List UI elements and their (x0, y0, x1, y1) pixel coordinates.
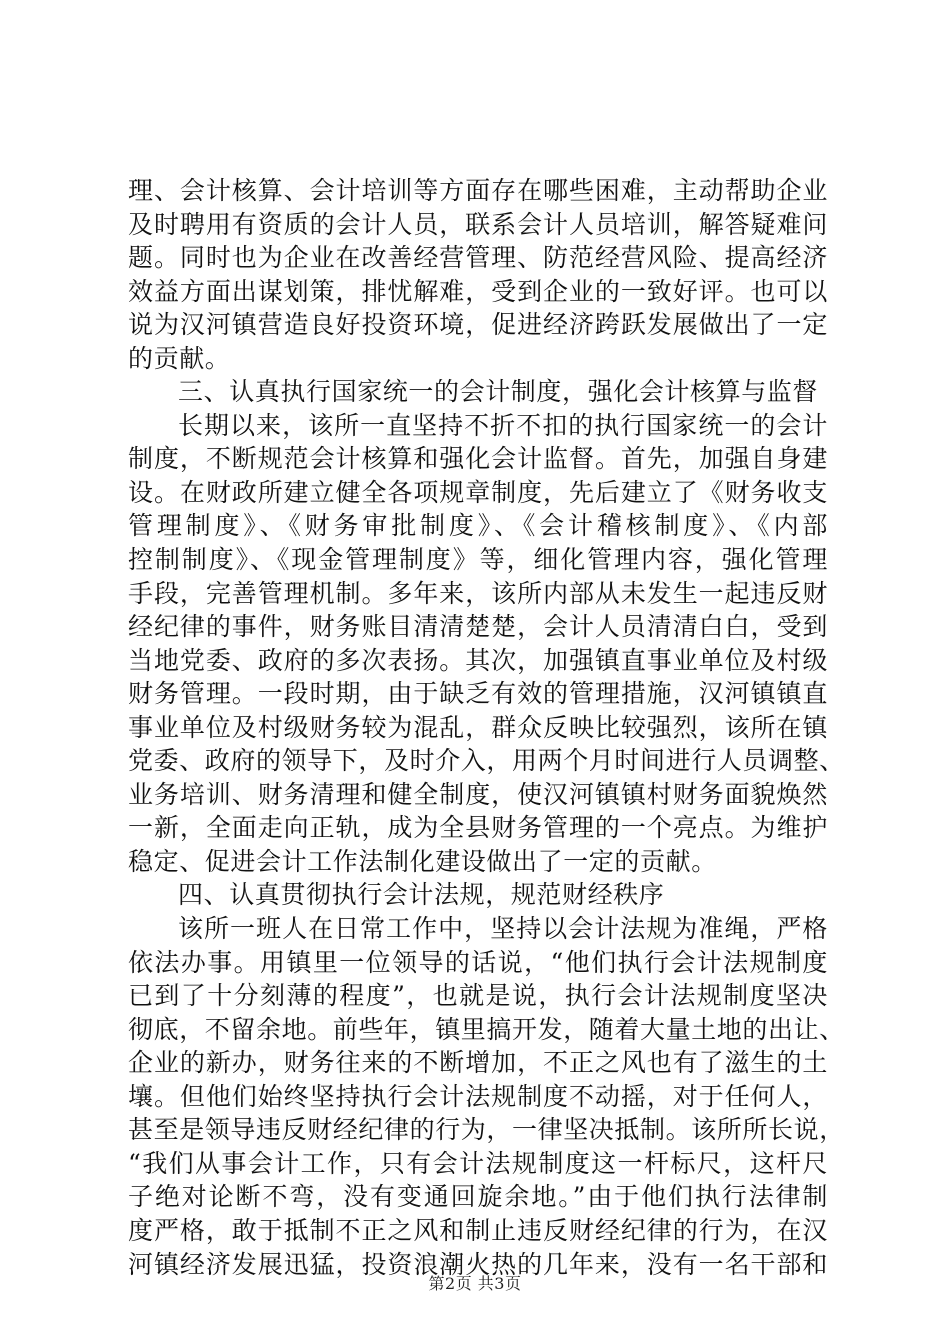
text-line: 已到了十分刻薄的程度”，也就是说，执行会计法规制度坚决 (128, 981, 828, 1011)
text-line: 子绝对论断不弯，没有变通回旋余地。”由于他们执行法律制 (128, 1182, 828, 1212)
paragraph-first-line: 该所一班人在日常工作中，坚持以会计法规为准绳，严格 (178, 914, 828, 944)
text-line: 当地党委、政府的多次表扬。其次，加强镇直事业单位及村级 (128, 645, 828, 675)
text-line: 彻底，不留余地。前些年，镇里搞开发，随着大量土地的出让、 (128, 1014, 845, 1044)
text-line: “我们从事会计工作，只有会计法规制度这一杆标尺，这杆尺 (128, 1148, 828, 1178)
text-line: 手段，完善管理机制。多年来，该所内部从未发生一起违反财 (128, 578, 828, 608)
text-line: 设。在财政所建立健全各项规章制度，先后建立了《财务收支 (128, 477, 828, 507)
text-line: 及时聘用有资质的会计人员，联系会计人员培训，解答疑难问 (128, 209, 828, 239)
text-line: 控制制度》、《现金管理制度》等，细化管理内容，强化管理 (128, 545, 828, 575)
page-number-footer: 第2页 共3页 (428, 1274, 522, 1293)
text-line: 业务培训、财务清理和健全制度，使汉河镇镇村财务面貌焕然 (128, 779, 828, 809)
text-line: 稳定、促进会计工作法制化建设做出了一定的贡献。 (128, 846, 717, 876)
text-line: 壤。但他们始终坚持执行会计法规制度不动摇，对于任何人， (128, 1081, 828, 1111)
text-line: 党委、政府的领导下，及时介入，用两个月时间进行人员调整、 (128, 746, 845, 776)
text-line: 财务管理。一段时期，由于缺乏有效的管理措施，汉河镇镇直 (128, 679, 828, 709)
text-line: 说为汉河镇营造良好投资环境，促进经济跨跃发展做出了一定 (128, 310, 828, 340)
document-body (128, 174, 845, 1281)
text-line: 制度，不断规范会计核算和强化会计监督。首先，加强自身建 (128, 444, 828, 474)
section-heading: 三、认真执行国家统一的会计制度，强化会计核算与监督 (178, 377, 819, 407)
text-line: 河镇经济发展迅猛，投资浪潮火热的几年来，没有一名干部和 (128, 1249, 828, 1279)
text-line: 理、会计核算、会计培训等方面存在哪些困难，主动帮助企业 (128, 176, 828, 205)
text-line: 事业单位及村级财务较为混乱，群众反映比较强烈，该所在镇 (128, 712, 828, 742)
text-line: 依法办事。用镇里一位领导的话说，“他们执行会计法规制度 (128, 947, 828, 977)
text-line: 一新，全面走向正轨，成为全县财务管理的一个亮点。为维护 (128, 813, 828, 843)
text-line: 管理制度》、《财务审批制度》、《会计稽核制度》、《内部 (128, 511, 828, 541)
text-line: 企业的新办，财务往来的不断增加，不正之风也有了滋生的土 (128, 1048, 828, 1078)
text-line: 效益方面出谋划策，排忧解难，受到企业的一致好评。也可以 (128, 276, 828, 306)
text-line: 甚至是领导违反财经纪律的行为，一律坚决抵制。该所所长说， (128, 1115, 845, 1145)
paragraph-first-line: 长期以来，该所一直坚持不折不扣的执行国家统一的会计 (178, 410, 828, 440)
section-heading: 四、认真贯彻执行会计法规，规范财经秩序 (178, 880, 665, 910)
text-line: 经纪律的事件，财务账目清清楚楚，会计人员清清白白，受到 (128, 612, 828, 642)
text-line: 题。同时也为企业在改善经营管理、防范经营风险、提高经济 (128, 243, 828, 273)
text-line: 的贡献。 (128, 343, 231, 373)
text-line: 度严格，敢于抵制不正之风和制止违反财经纪律的行为，在汉 (128, 1215, 828, 1245)
